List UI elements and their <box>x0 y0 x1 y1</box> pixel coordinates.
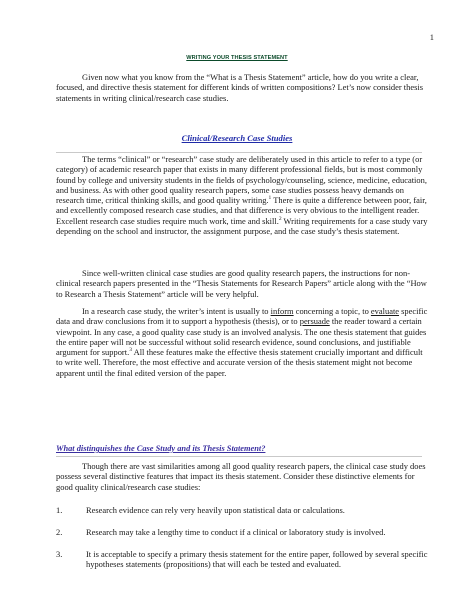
paragraph-distinctive-features: Though there are vast similarities among all good quality research papers, the clinical case study does possess several distinctive features that impact its thesis statement. Consider these distinctive elements for good quality clinical/research case studies: <box>56 461 426 492</box>
keyword-persuade: persuade <box>299 316 330 327</box>
divider <box>56 152 422 153</box>
footnote-ref-1: 1 <box>268 195 272 202</box>
paragraph-writer-intent: In a research case study, the writer’s intent is usually to inform concerning a topic, to evaluate specific data and draw conclusions from it to support a hypothesis (thesis), or to persuade the reader toward a certain viewpoint. In any case, a good quality case study is an involved analysis. The one thesis statement that guides the entire paper will not be successful without solid research evidence, sound conclusions, and justifiable argument for support.$^3$ All these features make the effective thesis statement crucially important and difficult to write well. Therefore, the most effective and accurate version of the thesis statement might not become apparent until the final edited version of the paper. <box>56 306 428 378</box>
keyword-inform: inform <box>270 306 294 316</box>
divider <box>56 456 422 457</box>
section-title-distinguishes: What distinguishes the Case Study and its Thesis Statement? <box>56 444 266 453</box>
intro-paragraph: Given now what you know from the “What is a Thesis Statement” article, how do you write a clear, focused, and directive thesis statement for different kinds of written compositions? Let’s now consider thesis statements in writing clinical/research case studies. <box>56 72 424 103</box>
section-title-case-studies: Clinical/Research Case Studies <box>181 133 293 143</box>
paragraph-instructions: Since well-written clinical case studies are good quality research papers, the instructions for non-clinical research papers presented in the “Thesis Statements for Research Papers” article along with the “How to Research a Thesis Statement” article will be very helpful. <box>56 268 427 299</box>
document-page: 1 WRITING YOUR THESIS STATEMENT Given now what you know from the “What is a Thesis Statement” article, how do you write a clear, focused, and directive thesis statement for different kinds of written compositions? Let’s now consider thesis statements in writing clinical/research case studies. Clinical/Research Case Studies The terms “clinical” or “research” case study are deliberately used in this article to refer to a type (or category) of academic research paper that exists in many different professional fields, but is most commonly found by college and university students in the fields of psychology/counseling, science, medicine, education, and business. As with other good quality research papers, some case studies possess heavy demands on research time, critical thinking skills, and good quality writing.$^1$ There is quite a difference between poor, fair, and excellently composed research case studies, and that difference is very obvious to the intelligent reader. Excellent research case studies require much work, time and skill.$^2$ Writing requirements for a case study vary depending on the school and instructor, the assignment purpose, and the case study’s thesis statement. Since well-written clinical case studies are good quality research papers, the instructions for non-clinical research papers presented in the “Thesis Statements for Research Papers” article along with the “How to Research a Thesis Statement” article will be very helpful. In a research case study, the writer’s intent is usually to inform concerning a topic, to evaluate specific data and draw conclusions from it to support a hypothesis (thesis), or to persuade the reader toward a certain viewpoint. In any case, a good quality case study is an involved analysis. The one thesis statement that guides the entire paper will not be successful without solid research evidence, sound conclusions, and justifiable argument for support.$^3$ All these features make the effective thesis statement crucially important and difficult to write well. Therefore, the most effective and accurate version of the thesis statement might not become apparent until the final edited version of the paper. What distinguishes the Case Study and its Thesis Statement? Though there are vast similarities among all good quality research papers, the clinical case study does possess several distinctive features that impact its thesis statement. Consider these distinctive elements for good quality clinical/research case studies: 1. Research evidence can rely very heavily upon statistical data or calculations. 2. Research may take a lengthy time to conduct if a clinical or laboratory study is involved. 3. It is acceptable to specify a primary thesis statement for the entire paper, followed by several specific hypotheses statements (propositions) that will each be tested and evaluated. <box>0 0 474 613</box>
keyword-evaluate: evaluate <box>370 306 400 316</box>
paragraph-case-study-terms: The terms “clinical” or “research” case study are deliberately used in this article to refer to a type (or category) of academic research paper that exists in many different professional fields, but is most commonly found by college and university students in the fields of psychology/counseling, science, medicine, education, and business. As with other good quality research papers, some case studies possess heavy demands on research time, critical thinking skills, and good quality writing.$^1$ There is quite a difference between poor, fair, and excellently composed research case studies, and that difference is very obvious to the intelligent reader. Excellent research case studies require much work, time and skill.$^2$ Writing requirements for a case study vary depending on the school and instructor, the assignment purpose, and the case study’s thesis statement. <box>56 154 428 237</box>
footnote-ref-2: 2 <box>278 215 282 222</box>
footnote-ref-3: 3 <box>129 347 132 354</box>
page-number: 1 <box>429 32 434 42</box>
document-heading: WRITING YOUR THESIS STATEMENT <box>186 55 288 61</box>
